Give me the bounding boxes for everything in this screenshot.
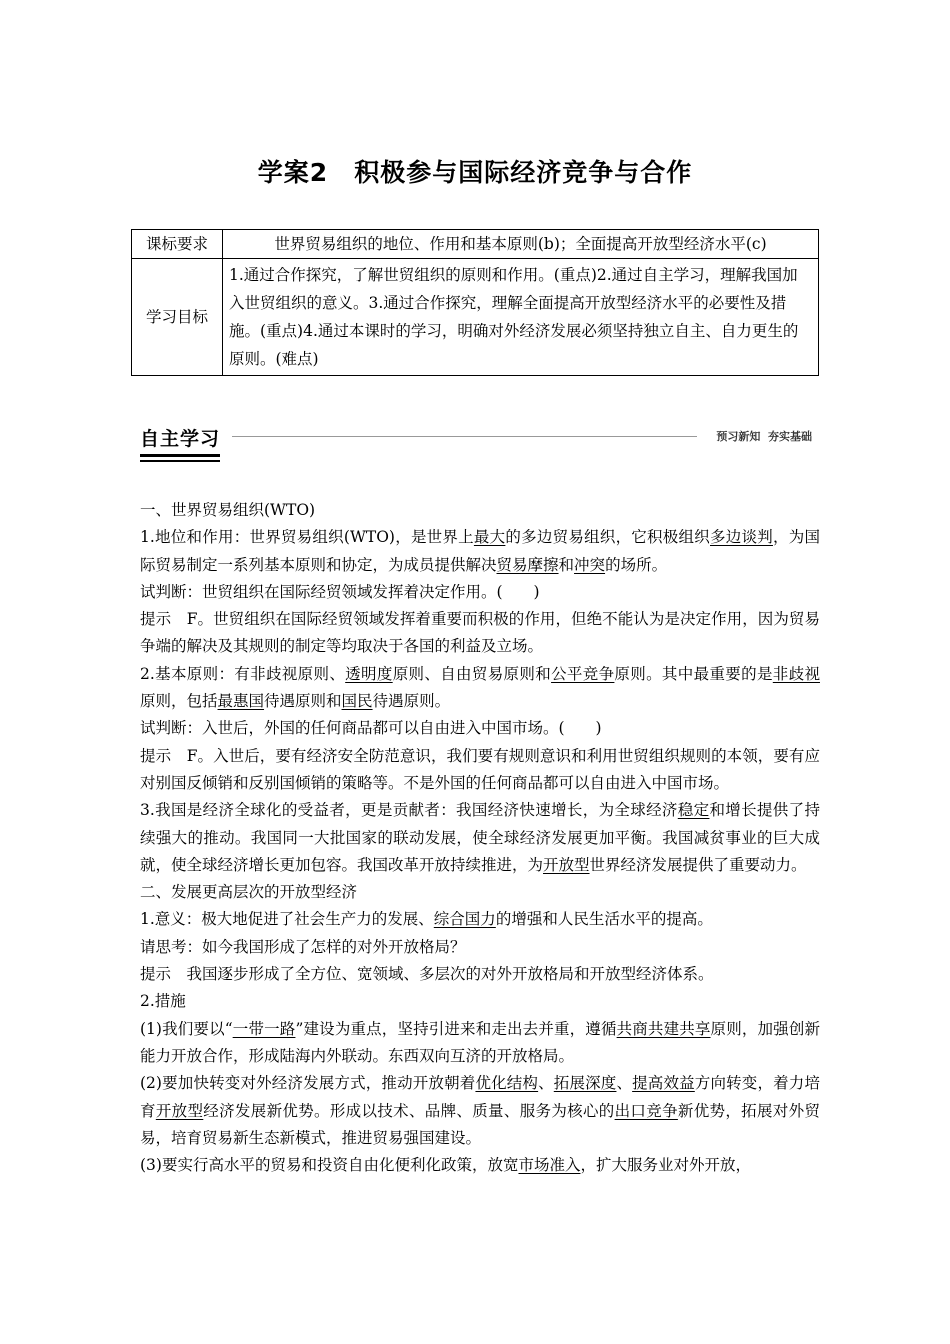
text-segment: 一、世界贸易组织(WTO) [140, 501, 316, 519]
text-segment: 2.措施 [140, 992, 186, 1011]
table-label-goals: 学习目标 [132, 259, 223, 376]
section-title: 自主学习 [140, 424, 220, 457]
answer-blank: 冲突 [574, 555, 606, 574]
answer-blank: 开放型 [543, 855, 590, 874]
paragraph [140, 1152, 820, 1179]
text-segment: 、 [616, 1074, 633, 1093]
answer-blank: 最大 [473, 528, 506, 547]
paragraph [140, 797, 820, 879]
paragraph [140, 988, 820, 1015]
table-label-standard: 课标要求 [132, 230, 223, 259]
text-segment: 待遇原则和 [264, 692, 342, 711]
answer-blank: 稳定 [677, 801, 710, 820]
text-segment: 1.地位和作用：世界贸易组织(WTO)，是世界上 [140, 528, 474, 547]
answer-blank: 出口竞争 [614, 1101, 678, 1120]
answer-blank: 提高效益 [632, 1074, 695, 1093]
text-segment: 试判断：世贸组织在国际经贸领域发挥着决定作用。( ) [140, 582, 540, 601]
table-value-standard: 世界贸易组织的地位、作用和基本原则(b)；全面提高开放型经济水平(c) [223, 230, 819, 259]
answer-blank: 开放型 [155, 1101, 204, 1120]
text-segment: (2)要加快转变对外经济发展方式，推动开放朝着 [140, 1074, 476, 1093]
text-segment: 的增强和人民生活水平的提高。 [495, 910, 713, 929]
paragraph [140, 1016, 820, 1071]
text-segment: 的多边贸易组织，它积极组织 [505, 528, 710, 547]
paragraph [140, 579, 820, 606]
answer-blank: 拓展深度 [553, 1074, 617, 1093]
text-segment: 的场所。 [605, 555, 668, 574]
paragraph [140, 879, 820, 906]
paragraph [140, 961, 820, 988]
table-row [132, 259, 819, 376]
table-row [132, 230, 819, 259]
text-segment: ”建设为重点，坚持引进来和走出去并重，遵循 [295, 1019, 617, 1038]
text-segment: 二、发展更高层次的开放型经济 [140, 883, 358, 902]
text-segment: 原则、自由贸易原则和 [392, 664, 552, 683]
text-segment: 、 [538, 1074, 554, 1093]
text-segment: 世界经济发展提供了重要动力。 [589, 855, 807, 874]
text-segment: ，扩大服务业对外开放， [580, 1156, 751, 1175]
text-segment: 2.基本原则：有非歧视原则、 [140, 664, 346, 683]
text-segment: 原则。其中最重要的是 [614, 664, 773, 683]
paragraph [140, 1070, 820, 1152]
paragraph [140, 934, 820, 961]
paragraph [140, 524, 820, 579]
paragraph [140, 715, 820, 742]
answer-blank: 市场准入 [518, 1156, 581, 1175]
answer-blank: 共商共建共享 [616, 1019, 711, 1038]
answer-blank: 一带一路 [232, 1019, 296, 1038]
page-title: 学案2 积极参与国际经济竞争与合作 [257, 158, 693, 187]
text-segment: 提示 F。世贸组织在国际经贸领域发挥着重要而积极的作用，但绝不能认为是决定作用，因为贸易争端的解决及其规则的制定等均取决于各国的利益及立场。 [140, 610, 820, 656]
answer-blank: 公平竞争 [551, 664, 615, 683]
paragraph [140, 497, 820, 524]
text-segment: 和 [558, 555, 575, 574]
text-segment: 原则，加强创新能力开放合作，形成陆海内外联动。东西双向互济的开放格局。 [140, 1019, 820, 1065]
text-segment: 请思考：如今我国形成了怎样的对外开放格局？ [140, 937, 466, 956]
answer-blank: 非歧视 [772, 664, 820, 683]
text-segment: ，为国际贸易制定一系列基本原则和协定，为成员提供解决 [140, 528, 820, 574]
text-segment: 提示 F。入世后，要有经济安全防范意识，我们要有规则意识和利用世贸组织规则的本领，要有应对别国反倾销和反别国倾销的策略等。不是外国的任何商品都可以自由进入中国市场。 [140, 746, 820, 792]
table-value-goals: 1.通过合作探究，了解世贸组织的原则和作用。(重点)2.通过自主学习，理解我国加入世贸组织的意义。3.通过合作探究，理解全面提高开放型经济水平的必要性及措施。(重点)4.通过本课时的学习，明确对外经济发展必须坚持独立自主、自力更生的原则。(难点) [223, 259, 819, 376]
section-divider [232, 436, 697, 437]
text-segment: 原则，包括 [140, 692, 218, 711]
section-subtitle: 预习新知 夯实基础 [716, 430, 812, 443]
section-header [140, 422, 812, 456]
answer-blank: 优化结构 [475, 1074, 539, 1093]
answer-blank: 贸易摩擦 [496, 555, 559, 574]
text-segment: 方向转变，着力培育 [140, 1074, 820, 1120]
text-segment: 新优势，拓展对外贸易，培育贸易新生态新模式，推进贸易强国建设。 [140, 1101, 820, 1147]
text-segment: 提示 我国逐步形成了全方位、宽领域、多层次的对外开放格局和开放型经济体系。 [140, 965, 714, 984]
answer-blank: 国民 [341, 692, 373, 711]
answer-blank: 透明度 [345, 664, 393, 683]
paragraph [140, 661, 820, 716]
lesson-content [140, 497, 820, 1179]
paragraph [140, 606, 820, 661]
text-segment: 经济发展新优势。形成以技术、品牌、质量、服务为核心的 [203, 1101, 615, 1120]
text-segment: 和增长提供了持续强大的推动。我国同一大批国家的联动发展，使全球经济发展更加平衡。我国减贫事业的巨大成就，使全球经济增长更加包容。我国改革开放持续推进，为 [140, 801, 820, 874]
paragraph [140, 906, 820, 933]
paragraph [140, 743, 820, 798]
text-segment: 3.我国是经济全球化的受益者，更是贡献者：我国经济快速增长，为全球经济 [140, 801, 678, 820]
answer-blank: 多边谈判 [710, 528, 773, 547]
answer-blank: 综合国力 [433, 910, 496, 929]
text-segment: 1.意义：极大地促进了社会生产力的发展、 [140, 910, 434, 929]
text-segment: 待遇原则。 [372, 692, 451, 711]
text-segment: 试判断：入世后，外国的任何商品都可以自由进入中国市场。( ) [140, 719, 602, 738]
answer-blank: 最惠国 [217, 692, 265, 711]
curriculum-table [131, 229, 819, 376]
text-segment: (3)要实行高水平的贸易和投资自由化便利化政策，放宽 [140, 1156, 519, 1175]
text-segment: (1)我们要以“ [140, 1019, 233, 1038]
